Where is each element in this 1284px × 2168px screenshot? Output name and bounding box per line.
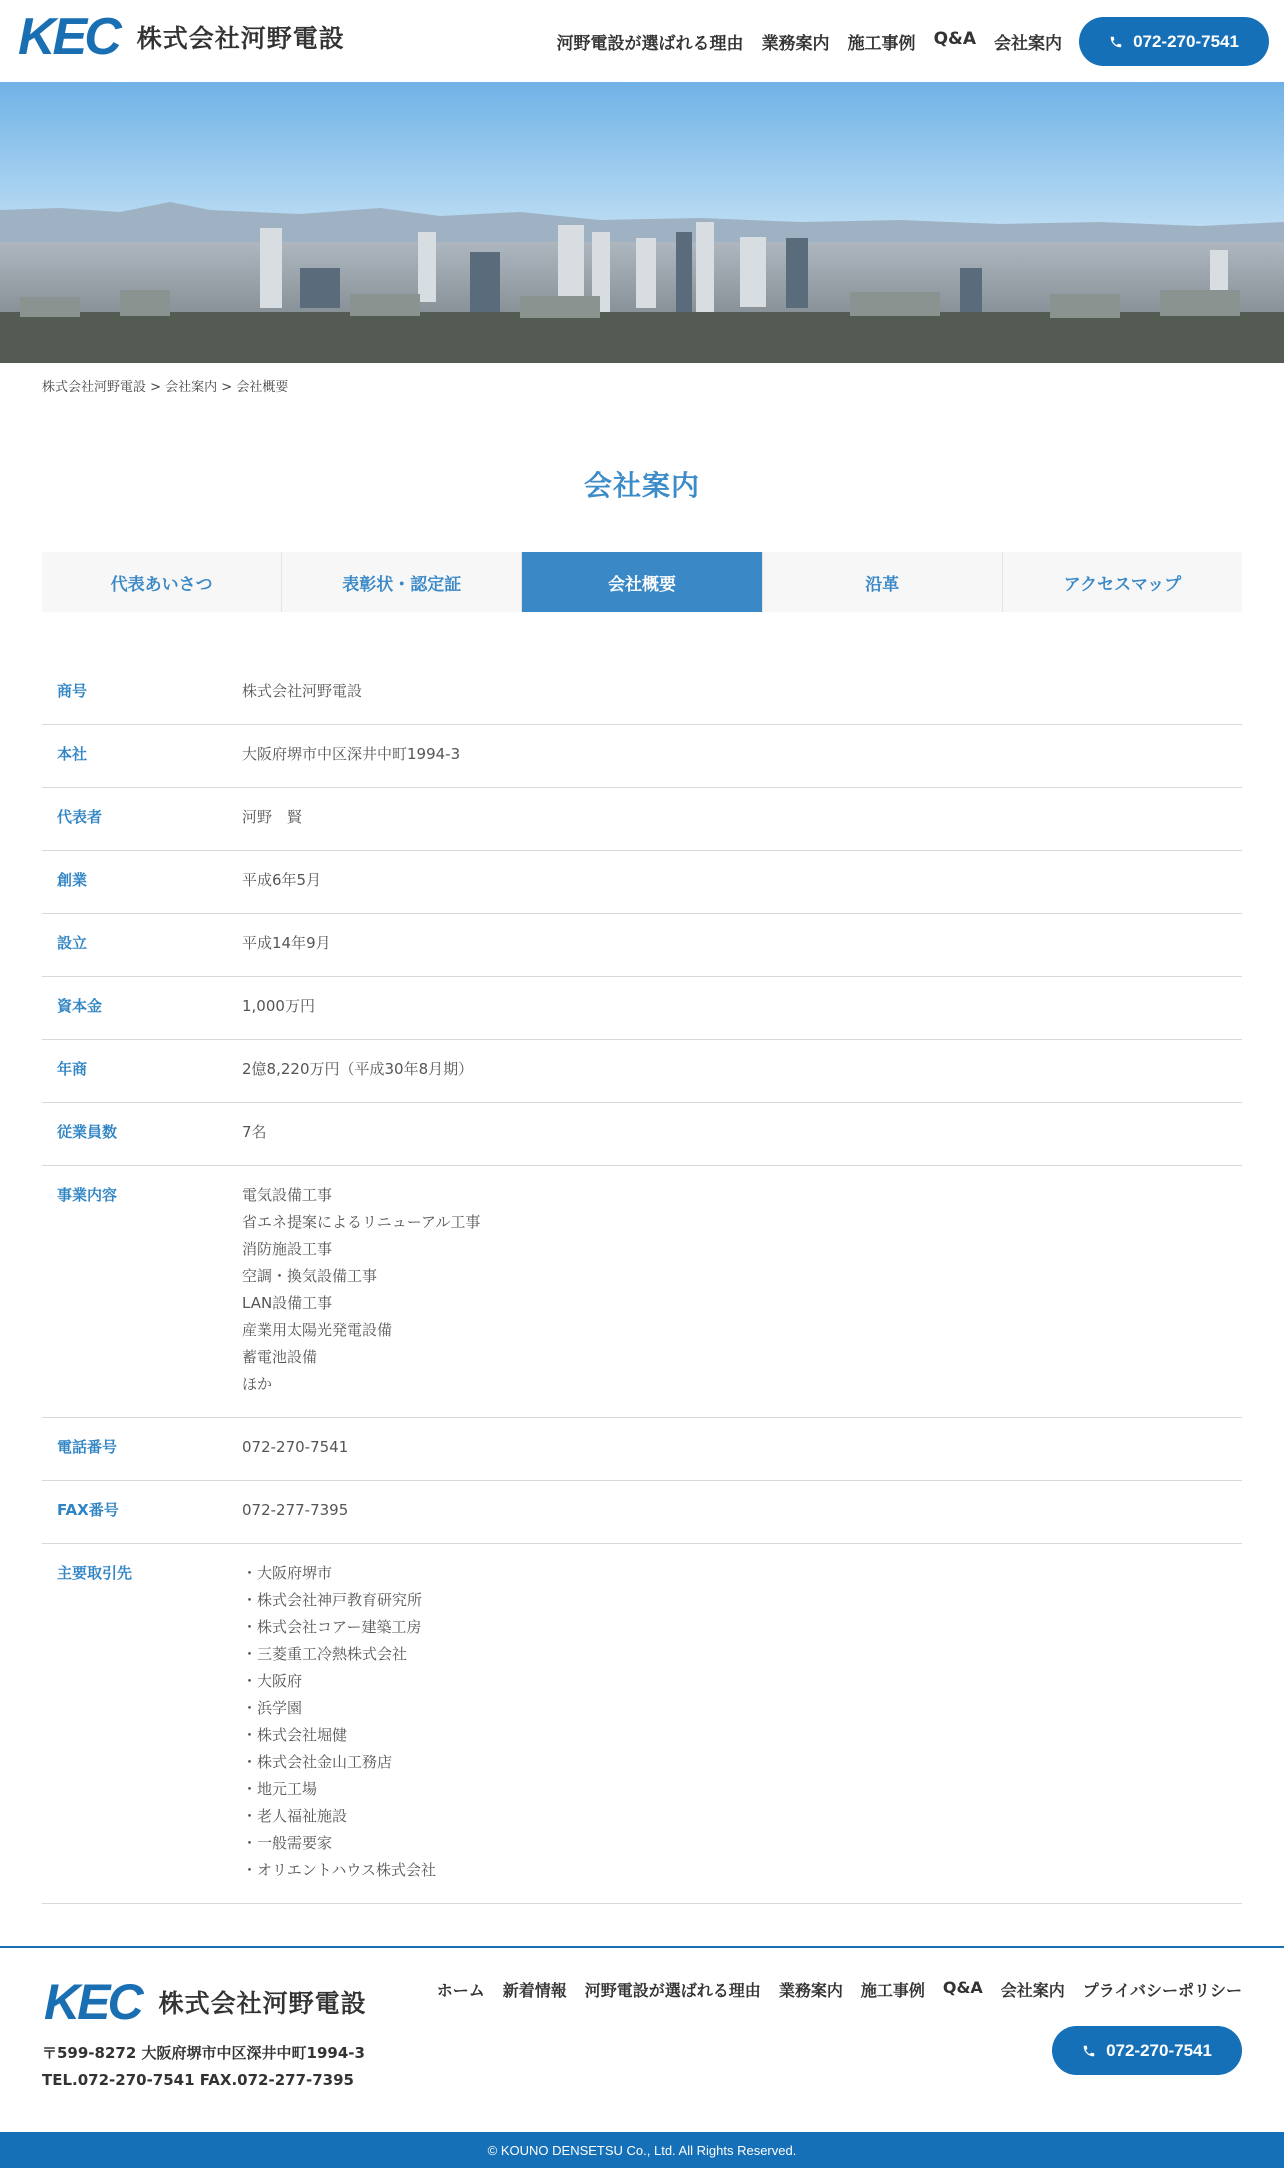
footer-nav-qa[interactable]: Q&A <box>942 1978 983 1997</box>
info-line: ・株式会社金山工務店 <box>242 1753 393 1771</box>
info-label: 年商 <box>57 1060 88 1078</box>
footer-nav-company[interactable]: 会社案内 <box>1000 1981 1065 2000</box>
info-row-capital <box>42 977 1242 1040</box>
footer-nav-reasons[interactable]: 河野電設が選ばれる理由 <box>584 1981 761 2000</box>
info-line: 2億8,220万円（平成30年8月期） <box>242 1060 474 1078</box>
info-value <box>242 1497 1242 1524</box>
phone-icon <box>1082 2044 1096 2058</box>
info-line: ・浜学園 <box>242 1699 303 1717</box>
info-line: ほか <box>242 1375 273 1393</box>
hero-cityscape-image <box>0 82 1284 363</box>
info-line: 平成6年5月 <box>242 871 322 889</box>
info-label: 創業 <box>57 871 88 889</box>
nav-reasons[interactable]: 河野電設が選ばれる理由 <box>556 34 744 54</box>
info-value <box>242 741 1242 768</box>
site-logo[interactable] <box>18 8 345 66</box>
company-tabs <box>42 552 1242 612</box>
breadcrumb[interactable]: 株式会社河野電設 > 会社案内 > 会社概要 <box>42 380 289 395</box>
header-tel-button[interactable] <box>1079 17 1269 66</box>
company-info-table <box>42 662 1242 1904</box>
info-row-trade-name <box>42 662 1242 725</box>
info-line: ・株式会社神戸教育研究所 <box>242 1591 423 1609</box>
logo-mark: KEC <box>18 8 119 66</box>
info-line: ・一般需要家 <box>242 1834 333 1852</box>
info-row-business <box>42 1166 1242 1418</box>
info-line: 電気設備工事 <box>242 1186 333 1204</box>
nav-qa[interactable]: Q&A <box>933 29 976 49</box>
info-line: 消防施設工事 <box>242 1240 333 1258</box>
info-line: ・大阪府堺市 <box>242 1564 333 1582</box>
info-label: 電話番号 <box>57 1438 118 1456</box>
site-header <box>0 0 1284 82</box>
info-value <box>242 867 1242 894</box>
info-line: ・三菱重工冷熱株式会社 <box>242 1645 408 1663</box>
info-value <box>242 804 1242 831</box>
info-line: 産業用太陽光発電設備 <box>242 1321 393 1339</box>
copyright: © KOUNO DENSETSU Co., Ltd. All Rights Reserved. <box>0 2132 1284 2168</box>
info-row-established <box>42 914 1242 977</box>
info-line: 平成14年9月 <box>242 934 331 952</box>
footer-nav <box>437 1978 1242 2001</box>
info-line: 空調・換気設備工事 <box>242 1267 378 1285</box>
info-value <box>242 1434 1242 1461</box>
info-value <box>242 993 1242 1020</box>
tab-company-profile[interactable]: 会社概要 <box>522 552 762 612</box>
info-label: 本社 <box>57 745 88 763</box>
info-line: ・株式会社堀健 <box>242 1726 348 1744</box>
info-line: 河野 賢 <box>242 808 303 826</box>
global-nav <box>557 29 1062 54</box>
info-row-head-office <box>42 725 1242 788</box>
footer-address-block <box>42 2040 365 2094</box>
info-line: ・株式会社コアー建築工房 <box>242 1618 422 1636</box>
page-title: 会社案内 <box>583 469 700 502</box>
footer-nav-works[interactable]: 施工事例 <box>860 1981 925 2000</box>
footer-tel-button[interactable] <box>1052 2026 1242 2075</box>
footer-nav-news[interactable]: 新着情報 <box>502 1981 567 2000</box>
info-line: 7名 <box>242 1123 267 1141</box>
tab-access-map[interactable]: アクセスマップ <box>1063 574 1182 595</box>
info-row-founded <box>42 851 1242 914</box>
nav-company[interactable]: 会社案内 <box>994 34 1062 54</box>
site-footer <box>0 1946 1284 2132</box>
footer-logo[interactable] <box>44 1974 367 2030</box>
footer-nav-privacy[interactable]: プライバシーポリシー <box>1082 1981 1242 2000</box>
info-row-annual-sales <box>42 1040 1242 1103</box>
info-row-clients <box>42 1544 1242 1904</box>
info-line: 1,000万円 <box>242 997 315 1015</box>
info-label: 商号 <box>57 682 88 700</box>
nav-services[interactable]: 業務案内 <box>761 34 830 54</box>
footer-tel-number: 072-270-7541 <box>1106 2040 1212 2060</box>
info-line: ・大阪府 <box>242 1672 303 1690</box>
info-row-employees <box>42 1103 1242 1166</box>
info-line: ・オリエントハウス株式会社 <box>242 1861 436 1879</box>
info-label: 従業員数 <box>57 1123 118 1141</box>
footer-tel-fax: TEL.072-270-7541 FAX.072-277-7395 <box>42 2071 354 2089</box>
info-line: 072-277-7395 <box>242 1501 349 1519</box>
phone-icon <box>1109 35 1123 49</box>
info-line: ・地元工場 <box>242 1780 318 1798</box>
info-line: 省エネ提案によるリニューアル工事 <box>242 1213 481 1231</box>
logo-mark: KEC <box>44 1974 141 2030</box>
info-label: 主要取引先 <box>57 1564 133 1582</box>
info-value <box>242 678 1242 705</box>
info-value <box>242 1182 1242 1398</box>
info-label: 代表者 <box>57 808 103 826</box>
info-row-phone <box>42 1418 1242 1481</box>
footer-nav-services[interactable]: 業務案内 <box>778 1981 843 2000</box>
info-label: 資本金 <box>57 997 103 1015</box>
info-label: 設立 <box>57 934 88 952</box>
info-value <box>242 1119 1242 1146</box>
info-row-representative <box>42 788 1242 851</box>
header-tel-number: 072-270-7541 <box>1133 31 1239 51</box>
footer-nav-home[interactable]: ホーム <box>436 1981 485 2000</box>
info-line: 大阪府堺市中区深井中町1994-3 <box>242 745 461 763</box>
tab-awards[interactable]: 表彰状・認定証 <box>282 552 522 612</box>
info-label: FAX番号 <box>57 1501 119 1519</box>
info-row-fax <box>42 1481 1242 1544</box>
info-line: 株式会社河野電設 <box>242 682 363 700</box>
company-name: 株式会社河野電設 <box>136 24 345 53</box>
info-value <box>242 1056 1242 1083</box>
info-label: 事業内容 <box>57 1186 118 1204</box>
info-line: ・老人福祉施設 <box>242 1807 348 1825</box>
tab-greeting[interactable]: 代表あいさつ <box>42 552 282 612</box>
info-line: 072-270-7541 <box>242 1438 349 1456</box>
info-line: LAN設備工事 <box>242 1294 333 1312</box>
footer-address: 〒599-8272 大阪府堺市中区深井中町1994-3 <box>42 2044 365 2062</box>
info-value <box>242 1560 1242 1884</box>
info-value <box>242 930 1242 957</box>
nav-works[interactable]: 施工事例 <box>847 34 916 54</box>
tab-history[interactable]: 沿革 <box>763 552 1003 612</box>
info-line: 蓄電池設備 <box>242 1348 318 1366</box>
company-name: 株式会社河野電設 <box>158 1989 367 2018</box>
